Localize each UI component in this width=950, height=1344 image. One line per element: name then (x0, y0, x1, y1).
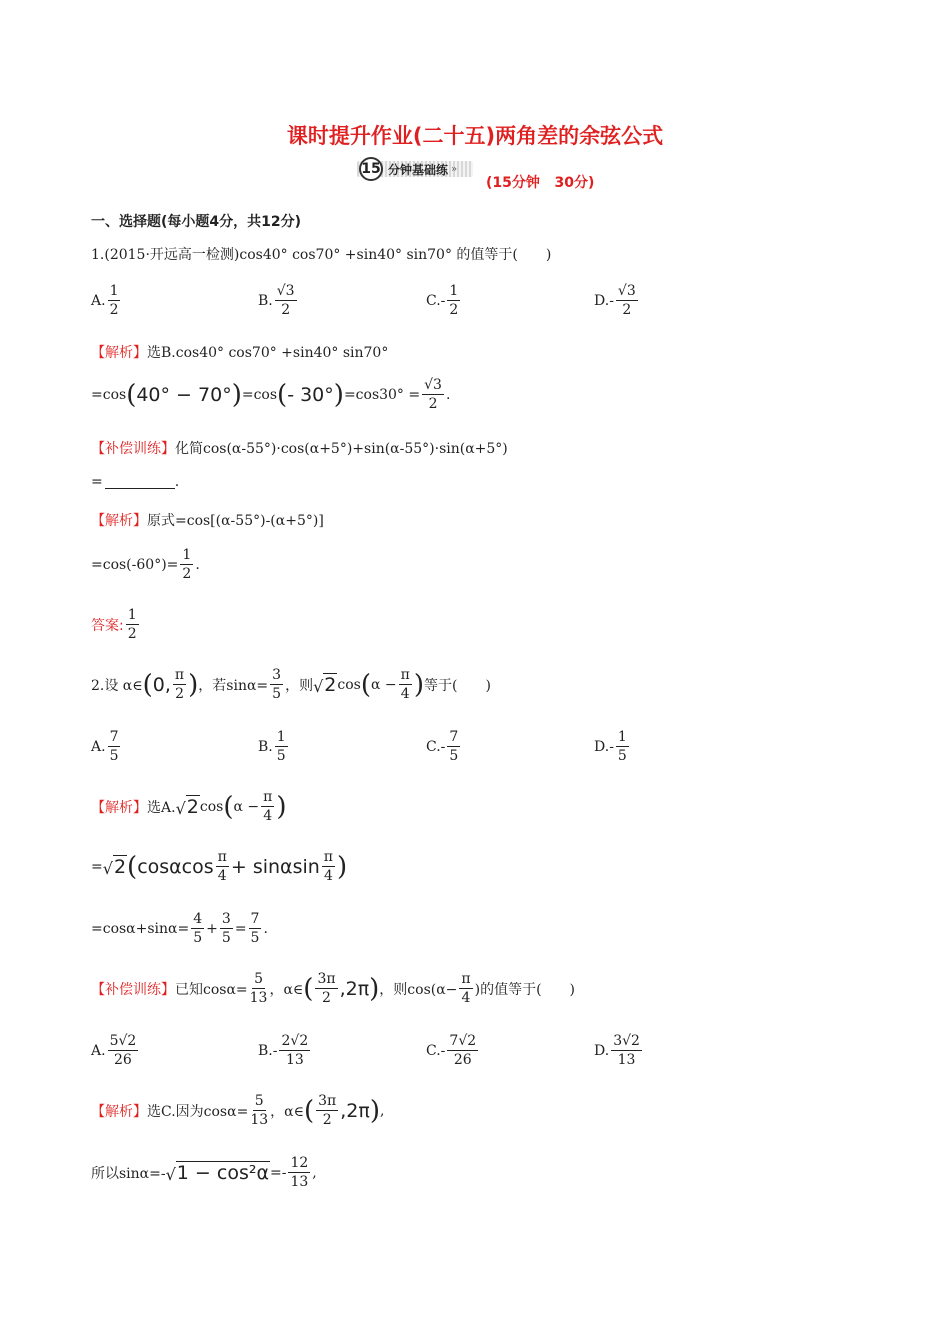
option-label: B. (258, 1042, 273, 1059)
q1-analysis (91, 342, 388, 362)
numerator: 1 (276, 729, 286, 745)
fraction (270, 668, 283, 701)
q1-supplement (91, 438, 508, 458)
fraction (249, 912, 262, 945)
q1-supp-analysis-line2 (91, 548, 200, 581)
paren-open: ( (303, 1095, 315, 1126)
numerator: 3 (221, 911, 231, 927)
math-expr: 0, (152, 673, 171, 696)
text: )的值等于( ) (474, 981, 575, 998)
fraction (250, 972, 268, 1005)
text: =cosα+sinα= (91, 920, 190, 937)
radical-icon: √ (175, 799, 186, 818)
fraction (173, 668, 186, 701)
numerator: 7 (109, 729, 119, 745)
text: + (206, 920, 218, 937)
fraction (191, 912, 204, 945)
text: =cos30° = (343, 386, 421, 403)
option-sign: - (272, 1042, 278, 1059)
fraction (180, 548, 193, 581)
radicand: 2 (113, 856, 127, 878)
q2-analysis-line3 (91, 912, 268, 945)
option-fraction (108, 1034, 139, 1067)
numerator: 7√2 (449, 1033, 477, 1049)
q2-supp-option-b (258, 1034, 312, 1067)
numerator: 5 (254, 1093, 264, 1109)
paren-open: ( (303, 973, 314, 1004)
page-title: 课时提升作业(二十五)两角差的余弦公式 (286, 124, 664, 148)
sqrt-2 (176, 795, 200, 818)
fraction (316, 1094, 338, 1127)
numerator: π (174, 667, 185, 683)
sqrt-2 (313, 673, 337, 696)
q1-answer (91, 608, 141, 641)
paren-close: ) (188, 669, 199, 700)
text: = (91, 474, 103, 490)
analysis-tag: 【解析】 (91, 345, 147, 361)
text: . (174, 474, 180, 490)
denominator: 2 (182, 566, 192, 582)
denominator: 5 (109, 748, 119, 764)
paren-open: ( (223, 791, 234, 822)
q1-option-c (426, 284, 462, 317)
math-expr: ,2π (339, 977, 370, 1000)
q2-supp-option-d (594, 1034, 644, 1067)
text: 选C.因为cosα= (147, 1103, 249, 1120)
math-expr: + sinαsin (230, 855, 320, 878)
denominator: 2 (622, 302, 632, 318)
radical-icon: √ (313, 677, 324, 696)
option-label: C. (426, 292, 441, 309)
q2-supp-option-c (426, 1034, 480, 1067)
denominator: 26 (453, 1052, 472, 1068)
q2-analysis-line2 (91, 850, 347, 883)
math-expr: - 30° (287, 383, 334, 406)
numerator: 7 (449, 729, 459, 745)
text: α − (371, 676, 397, 693)
option-label: D. (594, 738, 610, 755)
analysis-text: 选B.cos40° cos70° +sin40° sin70° (147, 345, 389, 361)
denominator: 2 (428, 396, 438, 412)
denominator: 4 (263, 808, 273, 824)
paren-close: ) (276, 791, 287, 822)
denominator: 2 (322, 990, 331, 1006)
numerator: 5√2 (109, 1033, 137, 1049)
option-sign: - (440, 738, 446, 755)
denominator: 4 (323, 868, 333, 884)
text: cos (199, 798, 224, 815)
math-expr: cosαcos (137, 855, 214, 878)
paren-close: ) (369, 973, 380, 1004)
badge-arrow-icon: » (451, 163, 458, 175)
paren-close: ) (369, 1095, 380, 1126)
option-fraction (616, 730, 629, 763)
section-heading: 一、选择题(每小题4分，共12分) (91, 214, 302, 230)
denominator: 2 (322, 1112, 332, 1128)
numerator: 7 (250, 911, 260, 927)
option-fraction (447, 284, 460, 317)
numerator: π (461, 971, 471, 987)
fraction (216, 850, 229, 883)
denominator: 4 (461, 990, 471, 1006)
sqrt-2 (103, 855, 127, 878)
numerator: 2√2 (281, 1033, 309, 1049)
radicand: 2 (186, 796, 199, 818)
option-sign: - (609, 738, 614, 755)
q1-analysis-line2 (91, 378, 450, 411)
q2-option-c (426, 730, 462, 763)
denominator: 13 (290, 1174, 309, 1190)
fraction (322, 850, 335, 883)
radical-icon: √ (102, 859, 113, 878)
analysis-tag: 【解析】 (91, 513, 147, 529)
period: . (445, 386, 451, 403)
text: ，则cos(α− (379, 981, 458, 998)
text: =cos (241, 386, 278, 403)
text: 已知cosα= (175, 981, 248, 998)
fraction (399, 668, 412, 701)
denominator: 5 (250, 930, 260, 946)
q2-supp-option-a (91, 1034, 140, 1067)
numerator: √3 (424, 377, 442, 393)
option-fraction (108, 284, 121, 317)
answer-fraction (126, 608, 139, 641)
paren-open: ( (142, 669, 153, 700)
q2-analysis (91, 790, 286, 823)
text: = (234, 920, 247, 937)
q1-supp-analysis (91, 510, 324, 530)
denominator: 5 (193, 930, 203, 946)
text: =- (270, 1164, 287, 1181)
text: . (263, 920, 268, 937)
denominator: 4 (217, 868, 227, 884)
text: cos (337, 676, 361, 693)
time-note: (15分钟 30分) (486, 175, 595, 191)
denominator: 4 (400, 686, 410, 702)
option-fraction (279, 1034, 310, 1067)
numerator: 1 (617, 729, 627, 745)
fraction (459, 972, 472, 1005)
text: =cos(-60°)= (91, 556, 179, 573)
paren-open: ( (360, 669, 371, 700)
q2-option-d (594, 730, 631, 763)
text: . (195, 556, 200, 573)
paren-close: ) (231, 379, 242, 410)
radicand: 2 (324, 674, 337, 696)
answer-blank (105, 476, 175, 489)
denominator: 5 (276, 748, 286, 764)
numerator: π (217, 849, 227, 865)
numerator: 5 (254, 971, 264, 987)
denominator: 2 (449, 302, 459, 318)
q1-supplement-blank (91, 474, 179, 490)
paren-close: ) (413, 669, 424, 700)
fraction (261, 790, 274, 823)
q2-stem (91, 668, 491, 701)
numerator: √3 (617, 283, 636, 299)
option-label: C. (426, 1042, 441, 1059)
q1-stem: 1.(2015·开远高一检测)cos40° cos70° +sin40° sin70° 的值等于( ) (91, 247, 552, 263)
numerator: 3π (318, 1093, 337, 1109)
fraction (422, 378, 444, 411)
denominator: 5 (221, 930, 231, 946)
denominator: 13 (249, 990, 268, 1006)
denominator: 26 (114, 1052, 132, 1068)
radical-icon: √ (165, 1165, 176, 1184)
math-expr: ,2π (340, 1099, 370, 1122)
supplement-tag: 【补偿训练】 (91, 981, 175, 998)
badge-label: 分钟基础练 (388, 162, 449, 177)
fraction (220, 912, 233, 945)
numerator: 12 (290, 1155, 309, 1171)
analysis-tag: 【解析】 (91, 799, 147, 816)
denominator: 5 (272, 686, 282, 702)
numerator: 4 (193, 911, 203, 927)
option-sign: - (440, 292, 446, 309)
analysis-tag: 【解析】 (91, 1103, 147, 1120)
option-fraction (275, 730, 288, 763)
text: ，若sinα= (198, 677, 269, 694)
denominator: 2 (127, 626, 137, 642)
analysis-text: 原式=cos[(α-55°)-(α+5°)] (147, 513, 324, 529)
analysis-text: 选A. (147, 799, 176, 816)
numerator: π (263, 789, 273, 805)
option-label: D. (594, 1042, 610, 1059)
text: α − (233, 798, 260, 815)
numerator: 1 (182, 547, 192, 563)
text: ，则 (285, 677, 314, 694)
paren-open: ( (127, 851, 138, 882)
option-fraction (275, 284, 297, 317)
supplement-tag: 【补偿训练】 (91, 441, 175, 457)
text: ，α∈ (269, 981, 304, 998)
numerator: √3 (276, 283, 295, 299)
q1-option-d (594, 284, 640, 317)
text: 等于( ) (424, 677, 491, 694)
q2-supp-analysis (91, 1094, 384, 1127)
badge-number: 15 (359, 157, 383, 181)
supplement-text: 化简cos(α-55°)·cos(α+5°)+sin(α-55°)·sin(α+5°) (175, 441, 508, 457)
option-label: D. (594, 292, 610, 309)
option-fraction (108, 730, 121, 763)
numerator: 1 (109, 283, 119, 299)
paren-close: ) (337, 851, 348, 882)
numerator: π (400, 667, 410, 683)
answer-label: 答案: (91, 617, 124, 634)
text: ，α∈ (270, 1103, 304, 1120)
fraction (250, 1094, 268, 1127)
option-fraction (611, 1034, 642, 1067)
option-fraction (447, 730, 460, 763)
q2-option-b (258, 730, 290, 763)
q2-option-a (91, 730, 122, 763)
fraction (288, 1156, 310, 1189)
numerator: 3π (317, 971, 336, 987)
paren-open: ( (126, 379, 137, 410)
option-label: A. (91, 1042, 106, 1059)
time-badge (357, 157, 473, 181)
q2-supplement (91, 972, 575, 1005)
paren-open: ( (277, 379, 288, 410)
q1-option-a (91, 284, 122, 317)
text: 所以sinα=- (91, 1165, 166, 1182)
fraction (315, 972, 337, 1005)
denominator: 13 (285, 1052, 304, 1068)
denominator: 13 (250, 1112, 269, 1128)
option-sign: - (609, 292, 614, 309)
q1-option-b (258, 284, 299, 317)
option-label: A. (91, 738, 106, 755)
option-sign: - (440, 1042, 446, 1059)
q2-supp-analysis-line2 (91, 1156, 317, 1189)
denominator: 2 (175, 686, 184, 702)
text: , (312, 1164, 317, 1181)
text: =cos (91, 386, 127, 403)
option-fraction (447, 1034, 478, 1067)
numerator: π (323, 849, 333, 865)
paren-close: ) (333, 379, 344, 410)
radicand: 1 − cos²α (176, 1162, 269, 1184)
option-label: B. (258, 738, 273, 755)
text: 2.设 α∈ (91, 677, 143, 694)
numerator: 3√2 (613, 1033, 640, 1049)
numerator: 1 (449, 283, 459, 299)
denominator: 13 (617, 1052, 636, 1068)
option-label: C. (426, 738, 441, 755)
option-label: B. (258, 292, 273, 309)
math-expr: 40° − 70° (136, 383, 232, 406)
numerator: 1 (127, 607, 137, 623)
sqrt-expression (166, 1161, 270, 1184)
option-label: A. (91, 292, 106, 309)
denominator: 2 (109, 302, 119, 318)
text: , (379, 1102, 385, 1119)
numerator: 3 (272, 667, 282, 683)
denominator: 2 (281, 302, 291, 318)
option-fraction (616, 284, 638, 317)
text: = (91, 858, 103, 875)
denominator: 5 (617, 748, 627, 764)
denominator: 5 (449, 748, 459, 764)
